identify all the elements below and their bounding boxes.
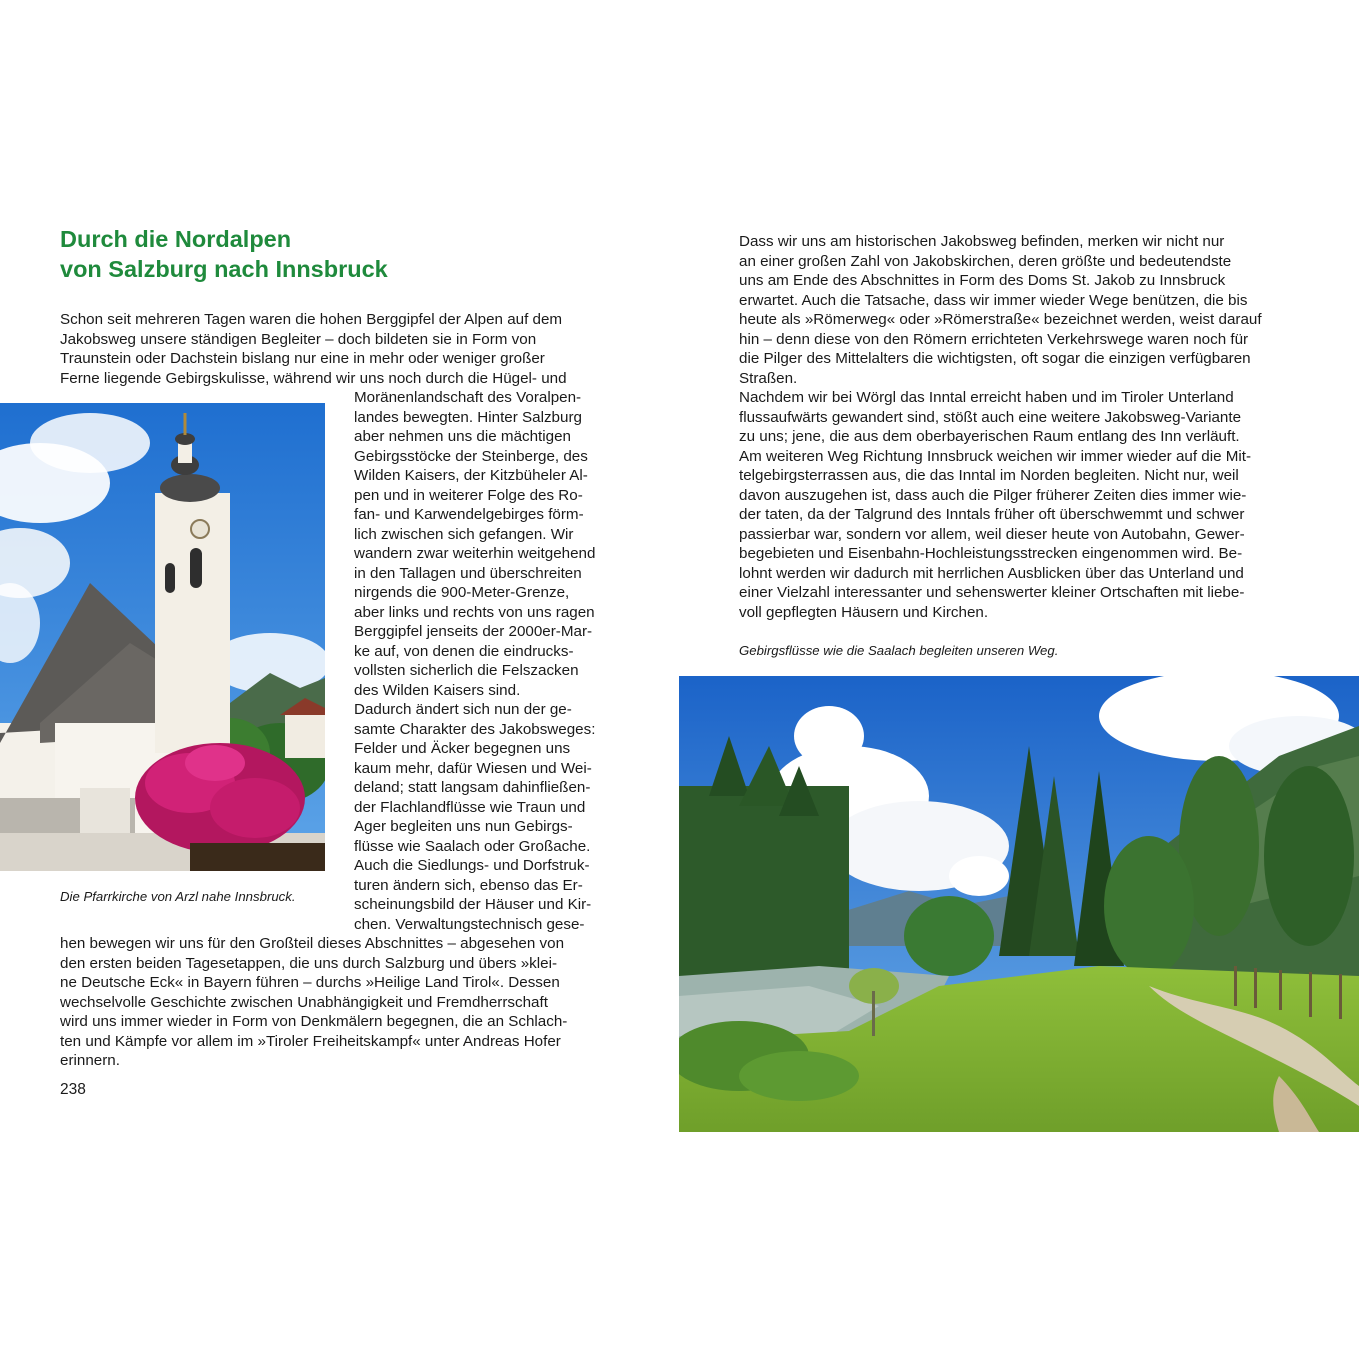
text-line: Auch die Siedlungs- und Dorfstruk-: [354, 857, 590, 874]
text-line: Traunstein oder Dachstein bislang nur eine in mehr oder weniger großer: [60, 350, 545, 367]
text-line: einer Vielzahl interessanter und sehenswerter kleiner Ortschaften mit liebe-: [739, 584, 1245, 601]
church-photo-caption: Die Pfarrkirche von Arzl nahe Innsbruck.: [60, 889, 296, 904]
text-line: begebieten und Eisenbahn-Hochleistungsstrecken eingenommen wird. Be-: [739, 545, 1243, 562]
river-photo: [679, 676, 1359, 1132]
text-line: kaum mehr, dafür Wiesen und Wei-: [354, 759, 592, 777]
text-line: erwartet. Auch die Tatsache, dass wir immer wieder Wege benützen, die bis: [739, 291, 1248, 309]
text-line: Ager begleiten uns nun Gebirgs-: [354, 818, 573, 835]
text-line: Gebirgsstöcke der Steinberge, des: [354, 447, 588, 465]
text-line: Schon seit mehreren Tagen waren die hohen Berggipfel der Alpen auf dem: [60, 311, 563, 328]
text-line: samte Charakter des Jakobsweges:: [354, 720, 596, 738]
text-line: hin – denn diese von den Römern errichteten Verkehrswege waren noch für: [739, 330, 1249, 348]
text-line: heute als »Römerweg« oder »Römerstraße« bezeichnet werden, weist darauf: [739, 311, 1262, 328]
text-line: davon auszugehen ist, dass auch die Pilger früherer Zeiten dies immer wie-: [739, 486, 1247, 504]
river-photo-caption: Gebirgsflüsse wie die Saalach begleiten unseren Weg.: [739, 643, 1059, 658]
text-line: hen bewegen wir uns für den Großteil dieses Abschnittes – abgesehen von: [60, 935, 565, 952]
text-line: telgebirgsterrassen aus, die das Inntal im Norden begleiten. Nicht nur, weil: [739, 467, 1239, 484]
text-line: Nachdem wir bei Wörgl das Inntal erreicht haben und im Tiroler Unterland: [739, 389, 1234, 406]
text-line: zu uns; jene, die aus dem oberbayerischen Raum entlang des Inn verläuft.: [739, 428, 1240, 445]
text-line: vollsten sicherlich die Felszacken: [354, 662, 579, 679]
text-line: Felder und Äcker begegnen uns: [354, 740, 571, 757]
text-line: Ferne liegende Gebirgskulisse, während wir uns noch durch die Hügel- und: [60, 369, 567, 387]
text-line: Berggipfel jenseits der 2000er-Mar-: [354, 623, 593, 640]
text-line: scheinungsbild der Häuser und Kir-: [354, 896, 592, 913]
right-column-text: [739, 232, 1299, 622]
text-line: lich zwischen sich gefangen. Wir: [354, 525, 574, 543]
text-line: des Wilden Kaisers sind.: [354, 681, 521, 699]
text-line: landes bewegten. Hinter Salzburg: [354, 408, 582, 426]
text-line: die Pilger des Mittelalters die wichtigsten, oft sogar die einzigen verfügbaren: [739, 350, 1251, 367]
text-line: flussaufwärts gewandert sind, stößt auch eine weitere Jakobsweg-Variante: [739, 408, 1242, 426]
text-line: uns am Ende des Abschnittes in Form des Doms St. Jakob zu Innsbruck: [739, 272, 1226, 289]
text-line: ke auf, von denen die eindrucks-: [354, 642, 574, 660]
text-line: Am weiteren Weg Richtung Innsbruck weichen wir immer wieder auf die Mit-: [739, 447, 1252, 465]
text-line: Moränenlandschaft des Voralpen-: [354, 389, 582, 406]
text-line: ten und Kämpfe vor allem im »Tiroler Freiheitskampf« unter Andreas Hofer: [60, 1032, 561, 1050]
text-line: Jakobsweg unsere ständigen Begleiter – doch bildeten sie in Form von: [60, 330, 537, 348]
text-line: wird uns immer wieder in Form von Denkmälern begegnen, die an Schlach-: [60, 1013, 568, 1030]
church-photo: [0, 403, 325, 871]
text-line: fan- und Karwendelgebirges förm-: [354, 506, 584, 523]
heading-line-1: Durch die Nordalpen: [60, 226, 292, 252]
text-line: aber links und rechts von uns ragen: [354, 603, 595, 621]
text-line: den ersten beiden Tagesetappen, die uns durch Salzburg und übers »klei-: [60, 954, 558, 972]
text-line: der Flachlandflüsse wie Traun und: [354, 798, 586, 816]
text-line: der taten, da der Talgrund des Inntals früher oft überschwemmt und schwer: [739, 506, 1245, 523]
page-number: 238: [60, 1081, 86, 1098]
text-line: Dass wir uns am historischen Jakobsweg befinden, merken wir nicht nur: [739, 233, 1225, 250]
text-line: Straßen.: [739, 369, 798, 387]
text-line: voll gepflegten Häusern und Kirchen.: [739, 603, 989, 621]
text-line: nirgends die 900-Meter-Grenze,: [354, 584, 570, 601]
text-line: flüsse wie Saalach oder Großache.: [354, 837, 591, 855]
chapter-heading: [60, 224, 620, 284]
text-line: Wilden Kaisers, der Kitzbüheler Al-: [354, 467, 588, 484]
heading-line-2: von Salzburg nach Innsbruck: [60, 256, 388, 282]
text-line: turen ändern sich, ebenso das Er-: [354, 876, 583, 894]
text-line: chen. Verwaltungstechnisch gese-: [354, 915, 585, 933]
text-line: erinnern.: [60, 1052, 120, 1069]
text-line: Dadurch ändert sich nun der ge-: [354, 701, 572, 718]
left-paragraph-bottom: [60, 934, 620, 1071]
left-paragraph-narrow: [354, 388, 620, 934]
left-paragraph-top: [60, 310, 620, 388]
text-line: ne Deutsche Eck« in Bayern führen – durchs »Heilige Land Tirol«. Dessen: [60, 974, 560, 991]
text-line: passierbar war, sondern vor allem, weil dieser heute von Autobahn, Gewer-: [739, 525, 1245, 543]
text-line: aber nehmen uns die mächtigen: [354, 428, 571, 445]
text-line: deland; statt langsam dahinfließen-: [354, 779, 591, 796]
text-line: wandern zwar weiterhin weitgehend: [354, 545, 596, 562]
text-line: lohnt werden wir dadurch mit herrlichen Ausblicken über das Unterland und: [739, 564, 1244, 582]
text-line: in den Tallagen und überschreiten: [354, 564, 582, 582]
text-line: an einer großen Zahl von Jakobskirchen, deren größte und bedeutendste: [739, 252, 1232, 270]
text-line: pen und in weiterer Folge des Ro-: [354, 486, 583, 504]
text-line: wechselvolle Geschichte zwischen Unabhängigkeit und Fremdherrschaft: [60, 993, 548, 1011]
